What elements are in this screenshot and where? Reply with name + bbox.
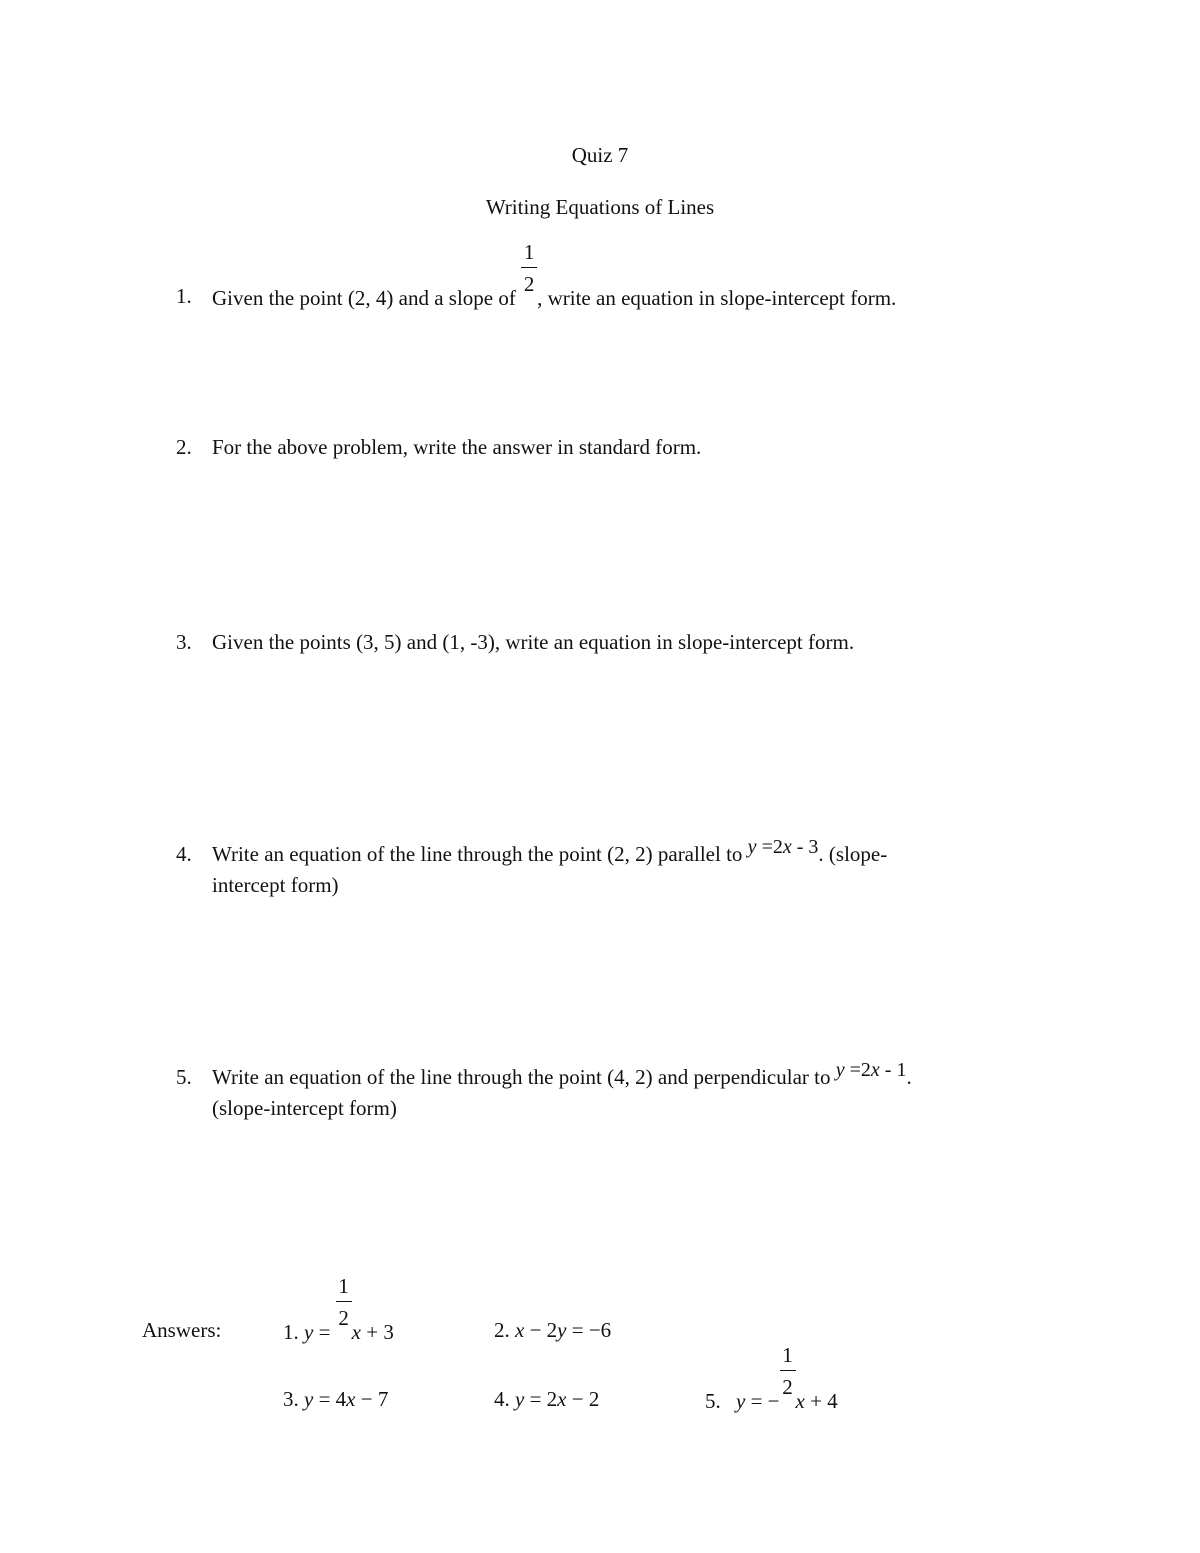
page-title: Quiz 7 [571, 143, 629, 167]
question-text-continued: intercept form) [212, 873, 339, 897]
answer-3: 3. y = 4x − 7 [283, 1387, 389, 1411]
question-number: 5. [176, 1065, 192, 1089]
equation: y =2x - 3 [747, 836, 819, 858]
page-subtitle: Writing Equations of Lines [485, 195, 715, 219]
question-text: Write an equation of the line through the point (2, 2) parallel to y =2x - 3. (slope- [212, 836, 888, 866]
answer-5: 5. y = − $\frac{1}{2}$ x + 4 [705, 1343, 838, 1413]
question-number: 2. [176, 435, 192, 459]
question-text: For the above problem, write the answer in standard form. [212, 435, 702, 459]
question-number: 4. [176, 842, 192, 866]
fraction-one-half: $\frac{1}{2}$ [336, 1318, 352, 1339]
answer-1: 1. y = $\frac{1}{2}$ x + 3 [283, 1274, 394, 1344]
fraction-one-half: $\frac{1}{2}$ [780, 1387, 796, 1408]
fraction-one-half: $\frac{1}{2}$ [521, 284, 537, 305]
question-number: 1. [176, 284, 192, 308]
question-text: Given the point (2, 4) and a slope of $\frac{1}{2}$ , write an equation in slope-intercept form. [212, 240, 897, 310]
question-text: Given the points (3, 5) and (1, -3), write an equation in slope-intercept form. [212, 630, 855, 654]
question-text: Write an equation of the line through the point (4, 2) and perpendicular to y =2x - 1. [212, 1059, 912, 1089]
question-text-continued: (slope-intercept form) [212, 1096, 397, 1120]
answer-2: 2. x − 2y = −6 [494, 1318, 612, 1342]
answers-label: Answers: [142, 1318, 222, 1342]
equation: y =2x - 1 [835, 1059, 907, 1081]
question-number: 3. [176, 630, 192, 654]
answer-4: 4. y = 2x − 2 [494, 1387, 600, 1411]
